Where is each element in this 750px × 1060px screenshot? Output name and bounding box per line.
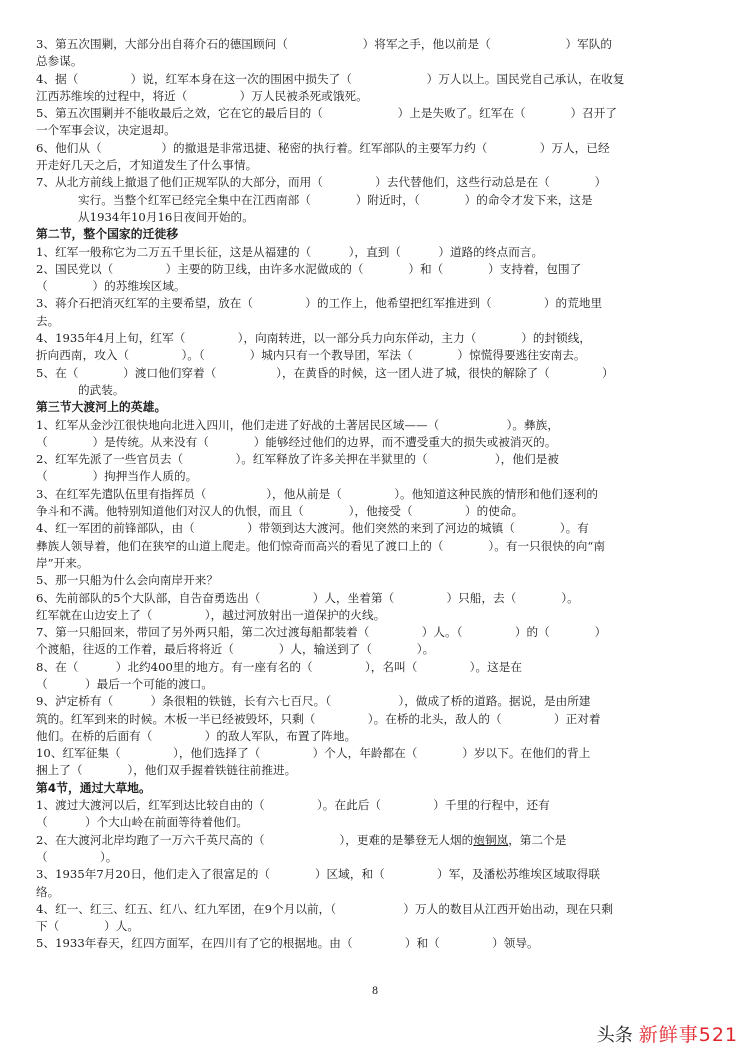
question-line: [36, 659, 718, 676]
line-text: 个渡船，往返的工作着，最后将将近（ ）人，输送到了（ ）。: [36, 642, 435, 657]
line-text: 2、国民党以（ ）主要的防卫线，由许多水泥做成的（ ）和（ ）支持着，包围了: [36, 261, 582, 276]
question-line: [36, 347, 718, 364]
line-text: （ ）的苏维埃区域。: [36, 279, 186, 294]
question-line: [36, 174, 718, 191]
question-line: [36, 503, 718, 520]
line-text-continued: ，第二个是: [508, 832, 567, 847]
question-line: [36, 295, 718, 312]
question-line: [36, 365, 718, 382]
watermark: [597, 1020, 738, 1047]
question-line: [36, 520, 718, 537]
line-text: 去。: [36, 313, 60, 328]
line-text: 1、红军一般称它为二万五千里长征，这是从福建的（ ），直到（ ）道路的终点而言。: [36, 244, 544, 259]
question-line: [36, 624, 718, 641]
line-text: 2、在大渡河北岸均跑了一万六千英尺高的（ ），更难的是攀登无人烟的: [36, 832, 474, 847]
question-line: [36, 71, 718, 88]
line-text: 6、先前部队的5个大队部，自告奋勇选出（ ）人，坐着第（ ）只船，去（ ）。: [36, 590, 579, 605]
question-line: [36, 641, 718, 658]
question-line: [36, 918, 718, 935]
line-text: 4、1935年4月上旬，红军（ ），向南转进，以一部分兵力向东佯动，主力（ ）的封锁线，: [36, 331, 592, 346]
question-line: [36, 36, 718, 53]
question-line: [36, 209, 718, 226]
question-line: [36, 711, 718, 728]
question-line: [36, 935, 718, 952]
question-line: [36, 901, 718, 918]
line-text: 第4节，通过大草地。: [36, 780, 151, 795]
line-text: 5、那一只船为什么会向南岸开来？: [36, 573, 219, 588]
section-heading: [36, 780, 718, 797]
line-text: 红军就在山边安上了（ ），越过河放射出一道保护的火线。: [36, 607, 386, 622]
line-text: 3、1935年7月20日，他们走入了很富足的（ ）区域，和（ ）军，及潘松苏维埃区域取得联: [36, 867, 601, 882]
question-line: [36, 866, 718, 883]
line-text: 1、渡过大渡河以后，红军到达比较自由的（ ）。在此后（ ）千里的行程中，还有: [36, 798, 550, 813]
question-line: [36, 330, 718, 347]
line-text: 3、在红军先遣队伍里有指挥员（ ），他从前是（ ）。他知道这种民族的情形和他们逐利的: [36, 486, 598, 501]
line-text: （ ）。: [36, 849, 118, 864]
line-text: 捆上了（ ），他们双手握着铁链往前推进。: [36, 763, 297, 778]
line-text: 1、红军从金沙江很快地向北进入四川，他们走进了好战的土著居民区域——（ ）。彝族，: [36, 417, 559, 432]
line-text: 络。: [36, 884, 60, 899]
line-text: 第三节大渡河上的英雄。: [36, 400, 167, 415]
line-text: 5、第五次围剿并不能收最后之效，它在它的最后目的（ ）上是失败了。红军在（ ）召开了: [36, 106, 618, 121]
line-text: 6、他们从（ ）的撤退是非常迅捷、秘密的执行着。红军部队的主要军力约（ ）万人，已经: [36, 140, 610, 155]
question-line: [36, 849, 718, 866]
line-text: 岸”开来。: [36, 555, 89, 570]
question-line: [36, 140, 718, 157]
question-line: [36, 157, 718, 174]
question-line: [36, 607, 718, 624]
line-text: 8、在（ ）北约400里的地方。有一座有名的（ ），名叫（ ）。这是在: [36, 659, 523, 674]
line-text: 总参谋。: [36, 54, 83, 69]
line-text: （ ）个大山岭在前面等待着他们。: [36, 815, 249, 830]
question-line: [36, 382, 718, 399]
line-text: 4、红一、红三、红五、红八、红九军团，在9个月以前，（ ）万人的数目从江西开始出动，现在只剩: [36, 901, 613, 916]
question-line: [36, 192, 718, 209]
question-line: [36, 676, 718, 693]
question-line: [36, 88, 718, 105]
line-text: 第二节，整个国家的迁徙移: [36, 227, 179, 242]
underlined-term: 炮铜岚: [473, 832, 509, 847]
line-text: 2、红军先派了一些官员去（ ）。红军释放了许多关押在半狱里的（ ），他们是被: [36, 452, 559, 467]
line-text: 7、从北方前线上撤退了他们正规军队的大部分，而用（ ）去代替他们，这些行动总是在（ ）: [36, 175, 607, 190]
question-line: [36, 884, 718, 901]
line-text: 从1934年10月16日夜间开始的。: [78, 209, 254, 224]
line-text: 江西苏维埃的过程中，将近（ ）万人民被杀死或饿死。: [36, 88, 368, 103]
line-text: 10、红军征集（ ），他们选择了（ ）个人，年龄都在（ ）岁以下。在他们的背上: [36, 746, 591, 761]
question-line: [36, 797, 718, 814]
section-heading: [36, 399, 718, 416]
question-line: [36, 572, 718, 589]
line-text: 实行。当整个红军已经完全集中在江西南部（ ）附近时，（ ）的命令才发下来，这是: [78, 192, 593, 207]
question-line: [36, 261, 718, 278]
line-text: 的武装。: [78, 382, 125, 397]
question-line: [36, 313, 718, 330]
line-text: 4、据（ ）说，红军本身在这一次的围困中损失了（ ）万人以上。国民党自己承认，在收复: [36, 71, 625, 86]
line-text: （ ）最后一个可能的渡口。: [36, 676, 214, 691]
question-line: [36, 832, 718, 849]
question-line: [36, 590, 718, 607]
line-text: （ ）拘押当作人质的。: [36, 469, 198, 484]
question-line: [36, 728, 718, 745]
question-line: [36, 278, 718, 295]
question-line: [36, 417, 718, 434]
question-line: [36, 468, 718, 485]
page-number: 8: [371, 986, 379, 997]
line-text: 开走好几天之后，才知道发生了什么事情。: [36, 158, 258, 173]
question-line: [36, 762, 718, 779]
line-text: 3、蒋介石把消灭红军的主要希望，放在（ ）的工作上，他希望把红军推进到（ ）的荒地里: [36, 296, 603, 311]
question-line: [36, 451, 718, 468]
line-text: （ ）是传统。从来没有（ ）能够经过他们的边界，而不遭受重大的损失或被消灭的。: [36, 434, 557, 449]
question-line: [36, 53, 718, 70]
line-text: 一个军事会议，决定退却。: [36, 123, 176, 138]
question-line: [36, 434, 718, 451]
worksheet-body: [36, 36, 718, 953]
watermark-brand: 头条: [596, 1025, 633, 1046]
question-line: [36, 693, 718, 710]
question-line: [36, 745, 718, 762]
question-line: [36, 122, 718, 139]
line-text: 3、第五次围剿，大部分出自蒋介石的德国顾问（ ）将军之手，他以前是（ ）军队的: [36, 37, 613, 51]
section-heading: [36, 226, 718, 243]
line-text: 7、第一只船回来，带回了另外两只船，第二次过渡每船都装着（ ）人。（ ）的（ ）: [36, 625, 607, 640]
line-text: 9、泸定桥有（ ）条很粗的铁链，长有六七百尺。（ ），做成了桥的道路。据说，是由所建: [36, 694, 591, 709]
question-line: [36, 814, 718, 831]
line-text: 5、1933年春天，红四方面军，在四川有了它的根据地。由（ ）和（ ）领导。: [36, 936, 539, 951]
question-line: [36, 538, 718, 555]
line-text: 争斗和不满。他特别知道他们对汉人的仇恨，而且（ ），他接受（ ）的使命。: [36, 504, 524, 519]
question-line: [36, 105, 718, 122]
line-text: 筑的。红军到来的时候。木板一半已经被毁坏，只剩（ ）。在桥的北头，敌人的（ ）正对着: [36, 711, 601, 726]
line-text: 4、红一军团的前锋部队，由（ ）带领到达大渡河。他们突然的来到了河边的城镇（ ）。有: [36, 521, 589, 536]
question-line: [36, 555, 718, 572]
line-text: 下（ ）人。: [36, 919, 140, 934]
watermark-account-name: 新鲜事521: [638, 1024, 738, 1046]
line-text: 折向西南，攻入（ ）。（ ）城内只有一个教导团，军法（ ）惊慌得要逃往安南去。: [36, 348, 586, 363]
question-line: [36, 486, 718, 503]
line-text: 他们。在桥的后面有（ ）的敌人军队，布置了阵地。: [36, 728, 357, 743]
question-line: [36, 244, 718, 261]
line-text: 彝族人领导着，他们在狭窄的山道上爬走。他们惊奇而高兴的看见了渡口上的（ ）。有一只很快的向“南: [36, 538, 605, 553]
line-text: 5、在（ ）渡口他们穿着（ ），在黄昏的时候，这一团人进了城，很快的解除了（ ）: [36, 365, 614, 380]
